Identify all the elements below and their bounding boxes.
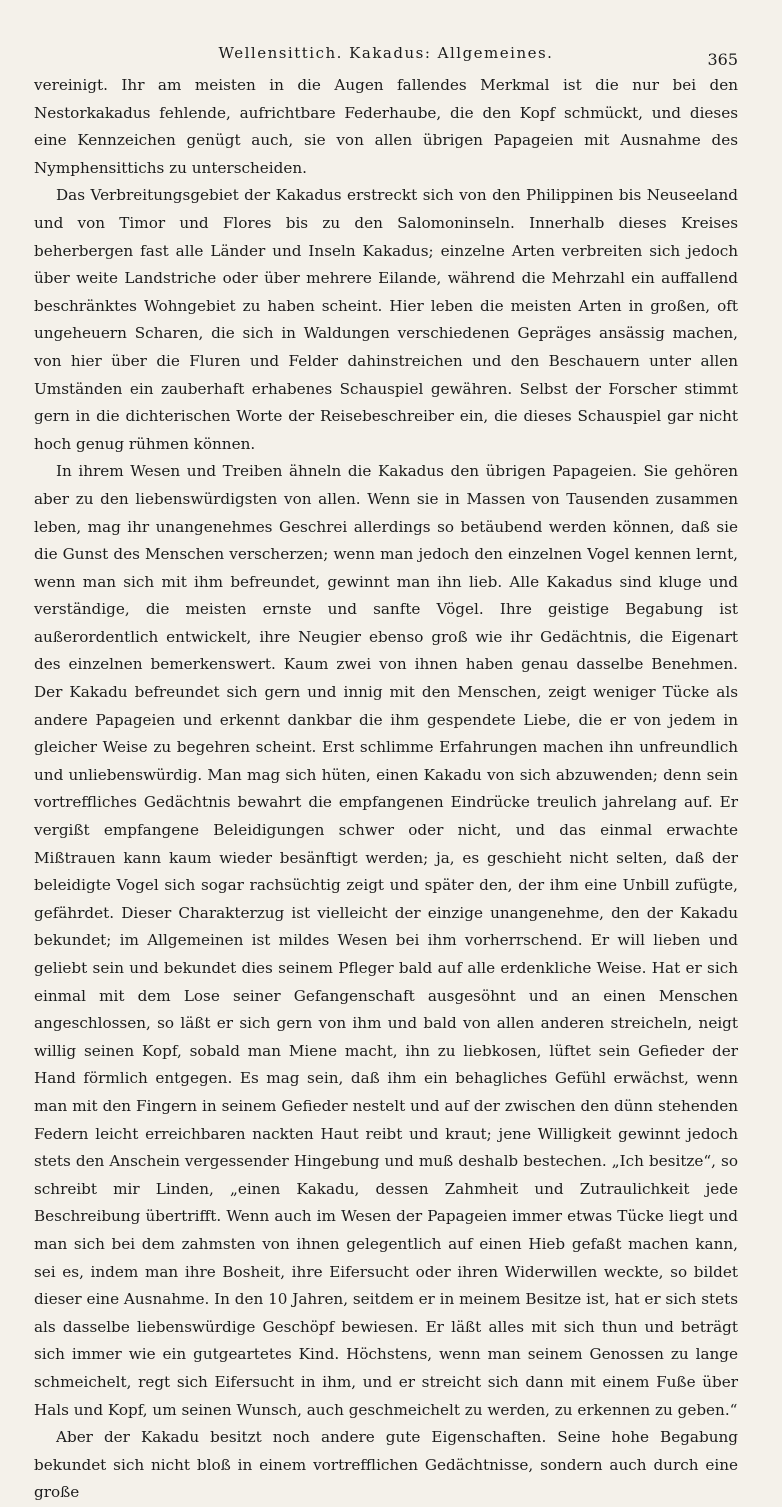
paragraph-continuation: vereinigt. Ihr am meisten in die Augen fallendes Merkmal ist die nur bei den Nestorkakadus fehlende, aufrichtbare Federhaube, die den Kopf schmückt, und dieses eine Kennzeichen genügt auch, sie von allen übrigen Papageien mit Ausnahme des Nymphensittichs zu unterscheiden. xyxy=(34,76,738,177)
page-number: 365 xyxy=(707,50,738,69)
running-head: Wellensittich. Kakadus: Allgemeines. xyxy=(218,44,554,62)
page-header xyxy=(34,30,738,69)
paragraph-distribution: Das Verbreitungsgebiet der Kakadus erstreckt sich von den Philippinen bis Neuseeland und von Timor und Flores bis zu den Salomoninseln. Innerhalb dieses Kreises beherbergen fast alle Länder und Inseln Kakadus; einzelne Arten verbreiten sich jedoch über weite Landstriche oder über mehrere Eilande, während die Mehrzahl ein auffallend beschränktes Wohngebiet zu haben scheint. Hier leben die meisten Arten in großen, oft ungeheuern Scharen, die sich in Waldungen verschiedenen Gepräges ansässig machen, von hier über die Fluren und Felder dahinstreichen und den Beschauern unter allen Umständen ein zauberhaft erhabenes Schauspiel gewähren. Selbst der Forscher stimmt gern in die dichterischen Worte der Reisebeschreiber ein, die dieses Schauspiel gar nicht hoch genug rühmen können. xyxy=(34,186,738,453)
paragraph-behavior: In ihrem Wesen und Treiben ähneln die Kakadus den übrigen Papageien. Sie gehören aber zu den liebenswürdigsten von allen. Wenn sie in Massen von Tausenden zusammen leben, mag ihr unangenehmes Geschrei allerdings so betäubend werden können, daß sie die Gunst des Menschen verscherzen; wenn man jedoch den einzelnen Vogel kennen lernt, wenn man sich mit ihm befreundet, gewinnt man ihn lieb. Alle Kakadus sind kluge und verständige, die meisten ernste und sanfte Vögel. Ihre geistige Begabung ist außerordentlich entwickelt, ihre Neugier ebenso groß wie ihr Gedächtnis, die Eigenart des einzelnen bemerkenswert. Kaum zwei von ihnen haben genau dasselbe Benehmen. Der Kakadu befreundet sich gern und innig mit den Menschen, zeigt weniger Tücke als andere Papageien und erkennt dankbar die ihm gespendete Liebe, die er von jedem in gleicher Weise zu begehren scheint. Erst schlimme Erfahrungen machen ihn unfreundlich und unliebenswürdig. Man mag sich hüten, einen Kakadu von sich abzuwenden; denn sein vortreffliches Gedächtnis bewahrt die empfangenen Eindrücke treulich jahrelang auf. Er vergißt empfangene Beleidigungen schwer oder nicht, und das einmal erwachte Mißtrauen kann kaum wieder besänftigt werden; ja, es geschieht nicht selten, daß der beleidigte Vogel sich sogar rachsüchtig zeigt und später den, der ihm eine Unbill zufügte, gefährdet. Dieser Charakterzug ist vielleicht der einzige unangenehme, den der Kakadu bekundet; im Allgemeinen ist mildes Wesen bei ihm vorherrschend. Er will lieben und geliebt sein und bekundet dies seinem Pfleger bald auf alle erdenkliche Weise. Hat er sich einmal mit dem Lose seiner Gefangenschaft ausgesöhnt und an einen Menschen angeschlossen, so läßt er sich gern von ihm und bald von allen anderen streicheln, neigt willig seinen Kopf, sobald man Miene macht, ihn zu liebkosen, lüftet sein Gefieder der Hand förmlich entgegen. Es mag sein, daß ihm ein behagliches Gefühl erwächst, wenn man mit den Fingern in seinem Gefieder nestelt und auf der zwischen den dünn stehenden Federn leicht erreichbaren nackten Haut reibt und kraut; jene Willigkeit gewinnt jedoch stets den Anschein vergessender Hingebung und muß deshalb bestechen. „Ich besitze“, so schreibt mir Linden, „einen Kakadu, dessen Zahmheit und Zutraulichkeit jede Beschreibung übertrifft. Wenn auch im Wesen der Papageien immer etwas Tücke liegt und man sich bei dem zahmsten von ihnen gelegentlich auf einen Hieb gefaßt machen kann, sei es, indem man ihre Bosheit, ihre Eifersucht oder ihren Widerwillen weckte, so bildet dieser eine Ausnahme. In den 10 Jahren, seitdem er in meinem Besitze ist, hat er sich stets als dasselbe liebenswürdige Geschöpf bewiesen. Er läßt alles mit sich thun und beträgt sich immer wie ein gutgeartetes Kind. Höchstens, wenn man seinem Genossen zu lange schmeichelt, regt sich Eifersucht in ihm, und er streicht sich dann mit einem Fuße über Hals und Kopf, um seinen Wunsch, auch geschmeichelt zu werden, zu erkennen zu geben.“ xyxy=(34,462,738,1419)
body-text xyxy=(34,72,738,1507)
paragraph-qualities: Aber der Kakadu besitzt noch andere gute Eigenschaften. Seine hohe Begabung bekundet sich nicht bloß in einem vortrefflichen Gedächtnisse, sondern auch durch eine große xyxy=(34,1428,738,1502)
